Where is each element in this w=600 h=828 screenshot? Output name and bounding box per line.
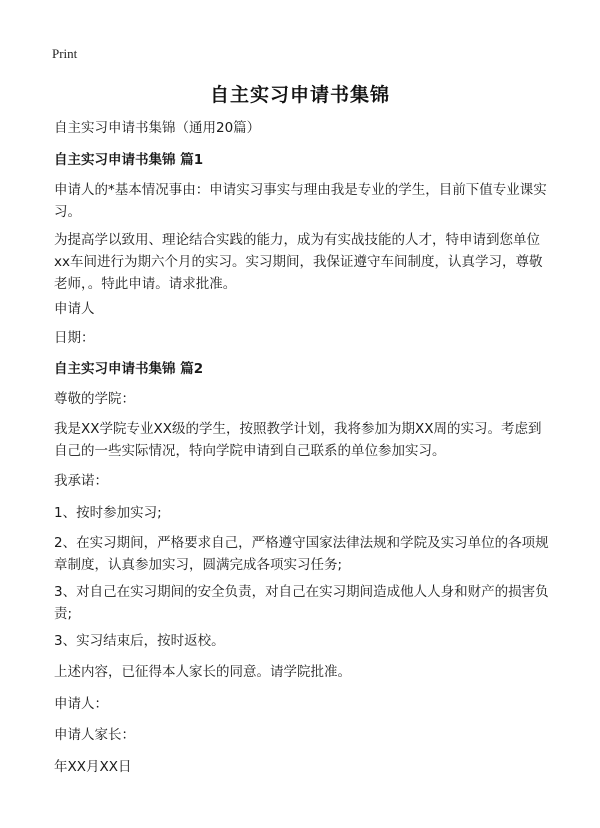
date-label: 日期： — [54, 330, 95, 346]
section-heading-2: 自主实习申请书集锦 篇2 — [54, 361, 204, 377]
section-heading-1: 自主实习申请书集锦 篇1 — [54, 152, 204, 168]
document-subtitle: 自主实习申请书集锦（通用20篇） — [54, 120, 261, 136]
pledge-item: 3、实习结束后，按时返校。 — [54, 633, 225, 649]
parent-label: 申请人家长： — [54, 727, 135, 743]
paragraph: 为提高学以致用、理论结合实践的能力，成为有实战技能的人才，特申请到您单位xx车间进行为期六个月的实习。实习期间，我保证遵守车间制度，认真学习，尊敬老师，。特此申请。请求批准。 — [54, 232, 543, 292]
applicant-label: 申请人 — [54, 301, 95, 317]
applicant-label: 申请人： — [54, 696, 108, 712]
document-title: 自主实习申请书集锦 — [209, 84, 390, 106]
date-line: 年XX月XX日 — [54, 759, 132, 775]
print-link[interactable]: Print — [52, 46, 78, 61]
paragraph: 上述内容，已征得本人家长的同意。请学院批准。 — [54, 664, 351, 680]
pledge-label: 我承诺： — [54, 473, 108, 489]
pledge-item: 1、按时参加实习; — [54, 505, 162, 521]
paragraph: 我是XX学院专业XX级的学生，按照教学计划，我将参加为期XX周的实习。考虑到自己的一些实际情况，特向学院申请到自己联系的单位参加实习。 — [54, 421, 542, 459]
paragraph: 申请人的*基本情况事由：申请实习事实与理由我是专业的学生，目前下值专业课实习。 — [54, 182, 547, 220]
pledge-item: 2、在实习期间，严格要求自己，严格遵守国家法律法规和学院及实习单位的各项规章制度，认真参加实习，圆满完成各项实习任务; — [54, 535, 549, 573]
pledge-item: 3、对自己在实习期间的安全负责，对自己在实习期间造成他人人身和财产的损害负责; — [54, 584, 549, 622]
salutation: 尊敬的学院： — [54, 391, 135, 407]
